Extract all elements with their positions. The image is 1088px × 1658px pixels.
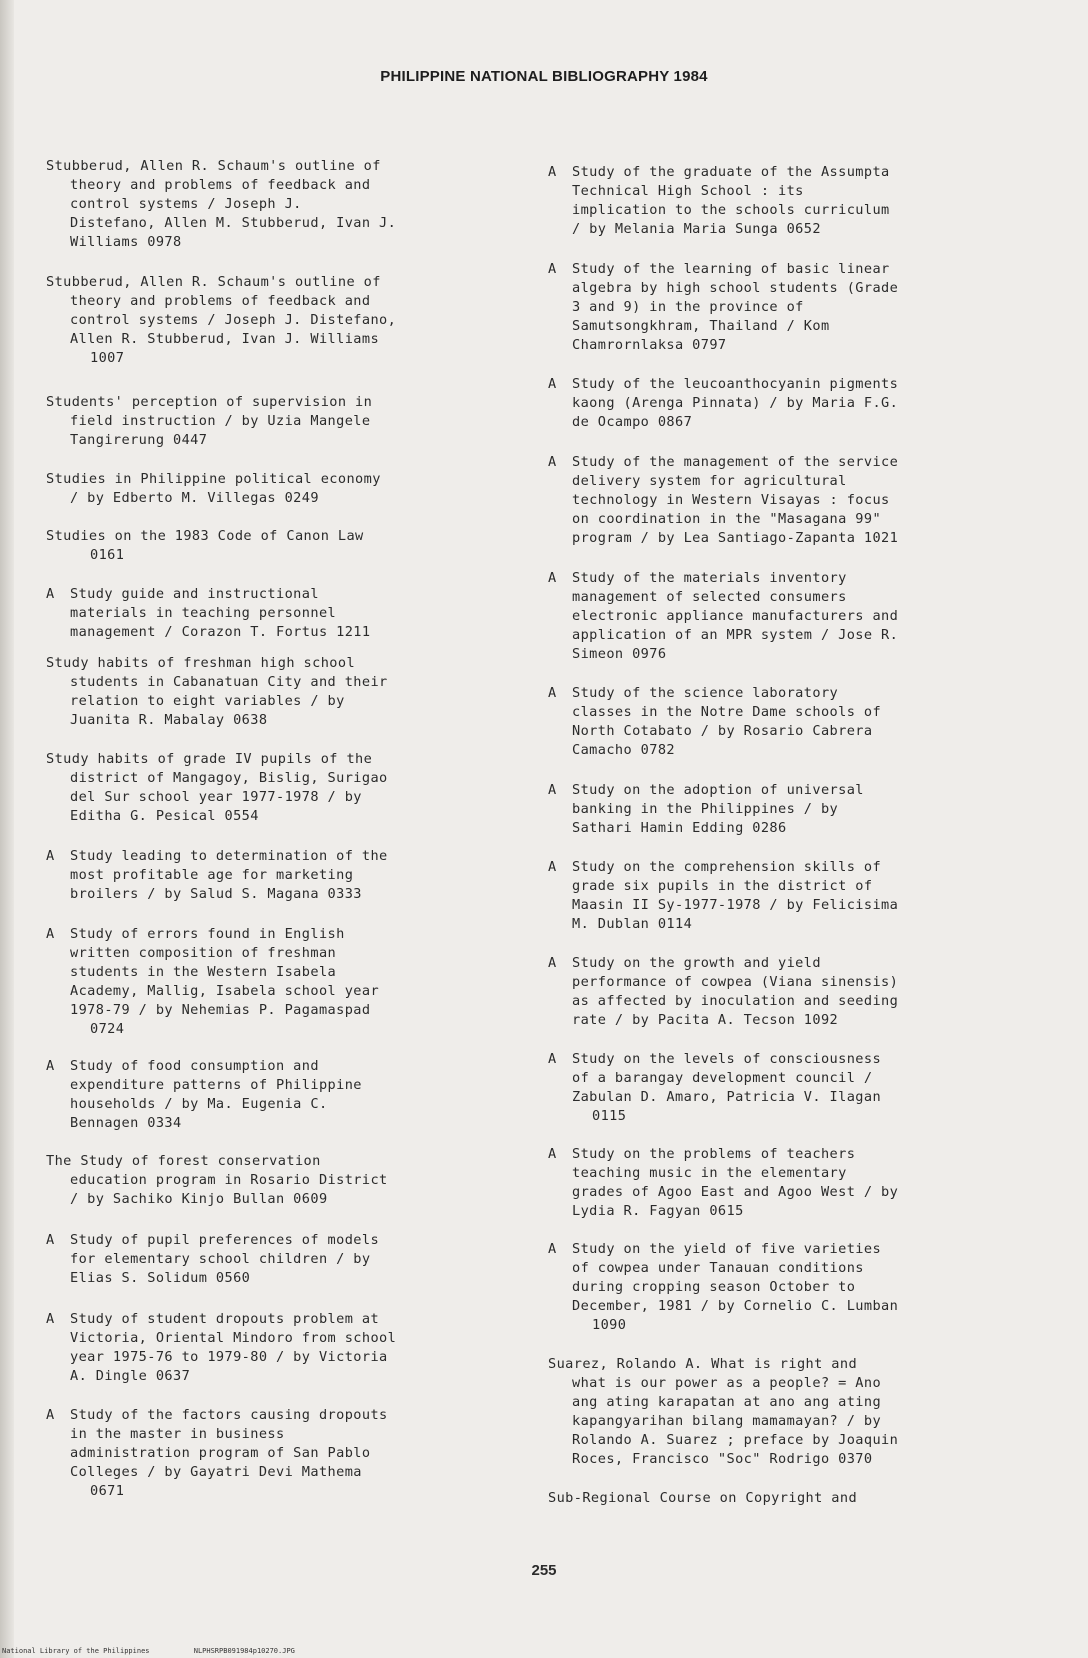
entry-line: Students' perception of supervision in xyxy=(46,394,373,410)
entry-line: theory and problems of feedback and xyxy=(70,293,371,309)
entry-line: of cowpea under Tanauan conditions xyxy=(572,1260,864,1276)
entry-article: A xyxy=(548,261,557,277)
entry-line: students in the Western Isabela xyxy=(70,964,337,980)
bibliography-entry xyxy=(46,273,396,368)
entry-line: teaching music in the elementary xyxy=(572,1165,847,1181)
entry-line: Academy, Mallig, Isabela school year xyxy=(70,983,380,999)
entry-line: grade six pupils in the district of xyxy=(572,878,873,894)
entry-line: Study of the graduate of the Assumpta xyxy=(572,164,890,180)
entry-line: what is our power as a people? = Ano xyxy=(572,1375,882,1391)
entry-article: A xyxy=(548,570,557,586)
bibliography-entry xyxy=(46,157,396,252)
bibliography-entry xyxy=(46,654,388,730)
entry-line: Sub-Regional Course on Copyright and xyxy=(548,1490,858,1506)
entry-line: 1090 xyxy=(592,1317,627,1333)
entry-line: Suarez, Rolando A. What is right and xyxy=(548,1356,858,1372)
bibliography-entry xyxy=(548,858,898,934)
entry-line: 1978-79 / by Nehemias P. Pagamaspad xyxy=(70,1002,371,1018)
entry-line: Roces, Francisco "Soc" Rodrigo 0370 xyxy=(572,1451,873,1467)
entry-article: A xyxy=(46,1232,55,1248)
page-header: PHILIPPINE NATIONAL BIBLIOGRAPHY 1984 xyxy=(380,68,708,85)
entry-line: rate / by Pacita A. Tecson 1092 xyxy=(572,1012,839,1028)
entry-article: A xyxy=(548,782,557,798)
entry-line: Chamrornlaksa 0797 xyxy=(572,337,727,353)
entry-line: Study of the factors causing dropouts xyxy=(70,1407,388,1423)
entry-line: grades of Agoo East and Agoo West / by xyxy=(572,1184,899,1200)
entry-line: Study habits of freshman high school xyxy=(46,655,356,671)
entry-article: A xyxy=(548,376,557,392)
entry-line: Study of student dropouts problem at xyxy=(70,1311,380,1327)
entry-line: 0161 xyxy=(90,547,125,563)
entry-line: households / by Ma. Eugenia C. xyxy=(70,1096,328,1112)
entry-line: education program in Rosario District xyxy=(70,1172,388,1188)
entry-line: theory and problems of feedback and xyxy=(70,177,371,193)
entry-article: A xyxy=(548,1051,557,1067)
bibliography-entry xyxy=(46,1406,388,1501)
entry-line: implication to the schools curriculum xyxy=(572,202,890,218)
bibliography-entry xyxy=(46,1152,388,1209)
bibliography-entry xyxy=(548,781,864,838)
entry-line: Study on the problems of teachers xyxy=(572,1146,856,1162)
entry-line: Study of the leucoanthocyanin pigments xyxy=(572,376,899,392)
bibliography-entry xyxy=(46,925,379,1039)
entry-line: 1007 xyxy=(90,350,125,366)
entry-line: field instruction / by Uzia Mangele xyxy=(70,413,371,429)
bibliography-entry xyxy=(46,1310,396,1386)
bibliography-entry xyxy=(46,393,372,450)
entry-line: Allen R. Stubberud, Ivan J. Williams xyxy=(70,331,380,347)
entry-line: Study on the levels of consciousness xyxy=(572,1051,882,1067)
entry-article: A xyxy=(548,1146,557,1162)
entry-line: year 1975-76 to 1979-80 / by Victoria xyxy=(70,1349,388,1365)
entry-line: Study of food consumption and xyxy=(70,1058,319,1074)
bibliography-entry xyxy=(548,684,881,760)
entry-line: North Cotabato / by Rosario Cabrera xyxy=(572,723,873,739)
entry-line: as affected by inoculation and seeding xyxy=(572,993,899,1009)
entry-line: for elementary school children / by xyxy=(70,1251,371,1267)
entry-line: expenditure patterns of Philippine xyxy=(70,1077,362,1093)
entry-line: Lydia R. Fagyan 0615 xyxy=(572,1203,744,1219)
entry-line: broilers / by Salud S. Magana 0333 xyxy=(70,886,362,902)
bibliography-entry xyxy=(46,470,381,508)
entry-article: A xyxy=(46,1058,55,1074)
bibliography-entry xyxy=(46,527,364,565)
entry-line: Stubberud, Allen R. Schaum's outline of xyxy=(46,274,381,290)
entry-line: administration program of San Pablo xyxy=(70,1445,371,1461)
entry-line: Study guide and instructional xyxy=(70,586,319,602)
entry-line: kaong (Arenga Pinnata) / by Maria F.G. xyxy=(572,395,899,411)
entry-line: Study on the yield of five varieties xyxy=(572,1241,882,1257)
entry-line: management / Corazon T. Fortus 1211 xyxy=(70,624,371,640)
entry-article: A xyxy=(46,1311,55,1327)
entry-line: Studies in Philippine political economy xyxy=(46,471,381,487)
entry-line: / by Melania Maria Sunga 0652 xyxy=(572,221,821,237)
entry-line: control systems / Joseph J. Distefano, xyxy=(70,312,397,328)
entry-line: electronic appliance manufacturers and xyxy=(572,608,899,624)
entry-line: Studies on the 1983 Code of Canon Law xyxy=(46,528,364,544)
footer-library: National Library of the Philippines xyxy=(2,1647,150,1655)
entry-line: most profitable age for marketing xyxy=(70,867,354,883)
entry-line: ang ating karapatan at ano ang ating xyxy=(572,1394,882,1410)
entry-line: during cropping season October to xyxy=(572,1279,856,1295)
entry-line: Bennagen 0334 xyxy=(70,1115,182,1131)
bibliography-entry xyxy=(46,847,388,904)
entry-line: Zabulan D. Amaro, Patricia V. Ilagan xyxy=(572,1089,882,1105)
entry-line: Study of errors found in English xyxy=(70,926,345,942)
entry-article: A xyxy=(46,586,55,602)
entry-line: Williams 0978 xyxy=(70,234,182,250)
entry-line: December, 1981 / by Cornelio C. Lumban xyxy=(572,1298,899,1314)
page-edge-shadow xyxy=(0,0,14,1658)
entry-line: / by Sachiko Kinjo Bullan 0609 xyxy=(70,1191,328,1207)
entry-line: Stubberud, Allen R. Schaum's outline of xyxy=(46,158,381,174)
entry-line: Colleges / by Gayatri Devi Mathema xyxy=(70,1464,362,1480)
entry-line: Study of the science laboratory xyxy=(572,685,839,701)
entry-line: district of Mangagoy, Bislig, Surigao xyxy=(70,770,388,786)
bibliography-entry xyxy=(46,1057,362,1133)
entry-line: Simeon 0976 xyxy=(572,646,667,662)
entry-line: de Ocampo 0867 xyxy=(572,414,693,430)
entry-line: M. Dublan 0114 xyxy=(572,916,693,932)
entry-line: on coordination in the "Masagana 99" xyxy=(572,511,882,527)
entry-line: materials in teaching personnel xyxy=(70,605,337,621)
entry-line: / by Edberto M. Villegas 0249 xyxy=(70,490,319,506)
bibliography-entry xyxy=(548,569,898,664)
entry-line: A. Dingle 0637 xyxy=(70,1368,191,1384)
bibliography-entry xyxy=(548,375,898,432)
entry-line: 0724 xyxy=(90,1021,125,1037)
entry-line: classes in the Notre Dame schools of xyxy=(572,704,882,720)
entry-line: program / by Lea Santiago-Zapanta 1021 xyxy=(572,530,899,546)
page-number: 255 xyxy=(531,1562,557,1579)
entry-article: A xyxy=(548,955,557,971)
entry-article: A xyxy=(548,685,557,701)
scan-footer xyxy=(2,1647,335,1655)
entry-line: Editha G. Pesical 0554 xyxy=(70,808,259,824)
entry-line: Study of the learning of basic linear xyxy=(572,261,890,277)
entry-line: Study on the growth and yield xyxy=(572,955,821,971)
entry-line: Study of pupil preferences of models xyxy=(70,1232,380,1248)
entry-line: technology in Western Visayas : focus xyxy=(572,492,890,508)
entry-line: 0115 xyxy=(592,1108,627,1124)
bibliography-entry xyxy=(548,1240,898,1335)
entry-line: Sathari Hamin Edding 0286 xyxy=(572,820,787,836)
entry-line: written composition of freshman xyxy=(70,945,337,961)
entry-line: Rolando A. Suarez ; preface by Joaquin xyxy=(572,1432,899,1448)
entry-article: A xyxy=(46,848,55,864)
entry-line: of a barangay development council / xyxy=(572,1070,873,1086)
entry-line: 0671 xyxy=(90,1483,125,1499)
bibliography-entry xyxy=(46,585,370,642)
bibliography-entry xyxy=(548,453,898,548)
entry-line: management of selected consumers xyxy=(572,589,847,605)
bibliography-entry xyxy=(46,750,388,826)
entry-line: Distefano, Allen M. Stubberud, Ivan J. xyxy=(70,215,397,231)
entry-line: Study leading to determination of the xyxy=(70,848,388,864)
entry-line: 3 and 9) in the province of xyxy=(572,299,804,315)
bibliography-entry xyxy=(548,1489,857,1508)
entry-line: The Study of forest conservation xyxy=(46,1153,321,1169)
entry-line: Maasin II Sy-1977-1978 / by Felicisima xyxy=(572,897,899,913)
entry-article: A xyxy=(548,859,557,875)
entry-article: A xyxy=(548,1241,557,1257)
entry-line: del Sur school year 1977-1978 / by xyxy=(70,789,362,805)
footer-filename: NLPHSRPB091984p10270.JPG xyxy=(193,1647,295,1655)
entry-line: delivery system for agricultural xyxy=(572,473,847,489)
entry-line: Study on the comprehension skills of xyxy=(572,859,882,875)
entry-line: Technical High School : its xyxy=(572,183,804,199)
entry-line: performance of cowpea (Viana sinensis) xyxy=(572,974,899,990)
entry-article: A xyxy=(548,454,557,470)
entry-line: Study on the adoption of universal xyxy=(572,782,864,798)
bibliography-entry xyxy=(548,260,898,355)
entry-article: A xyxy=(46,1407,55,1423)
bibliography-entry xyxy=(548,1050,881,1126)
bibliography-entry xyxy=(548,1145,898,1221)
entry-line: algebra by high school students (Grade xyxy=(572,280,899,296)
bibliography-entry xyxy=(548,954,898,1030)
entry-line: control systems / Joseph J. xyxy=(70,196,302,212)
entry-line: kapangyarihan bilang mamamayan? / by xyxy=(572,1413,882,1429)
entry-line: Study habits of grade IV pupils of the xyxy=(46,751,373,767)
entry-line: Study of the management of the service xyxy=(572,454,899,470)
entry-line: Elias S. Solidum 0560 xyxy=(70,1270,251,1286)
entry-line: Camacho 0782 xyxy=(572,742,676,758)
entry-line: Juanita R. Mabalay 0638 xyxy=(70,712,268,728)
entry-line: students in Cabanatuan City and their xyxy=(70,674,388,690)
entry-line: Study of the materials inventory xyxy=(572,570,847,586)
entry-line: in the master in business xyxy=(70,1426,285,1442)
entry-line: Tangirerung 0447 xyxy=(70,432,208,448)
entry-line: banking in the Philippines / by xyxy=(572,801,839,817)
bibliography-entry xyxy=(548,163,890,239)
entry-line: Samutsongkhram, Thailand / Kom xyxy=(572,318,830,334)
entry-line: application of an MPR system / Jose R. xyxy=(572,627,899,643)
entry-article: A xyxy=(548,164,557,180)
bibliography-entry xyxy=(46,1231,379,1288)
entry-article: A xyxy=(46,926,55,942)
bibliography-entry xyxy=(548,1355,898,1469)
entry-line: relation to eight variables / by xyxy=(70,693,345,709)
entry-line: Victoria, Oriental Mindoro from school xyxy=(70,1330,397,1346)
